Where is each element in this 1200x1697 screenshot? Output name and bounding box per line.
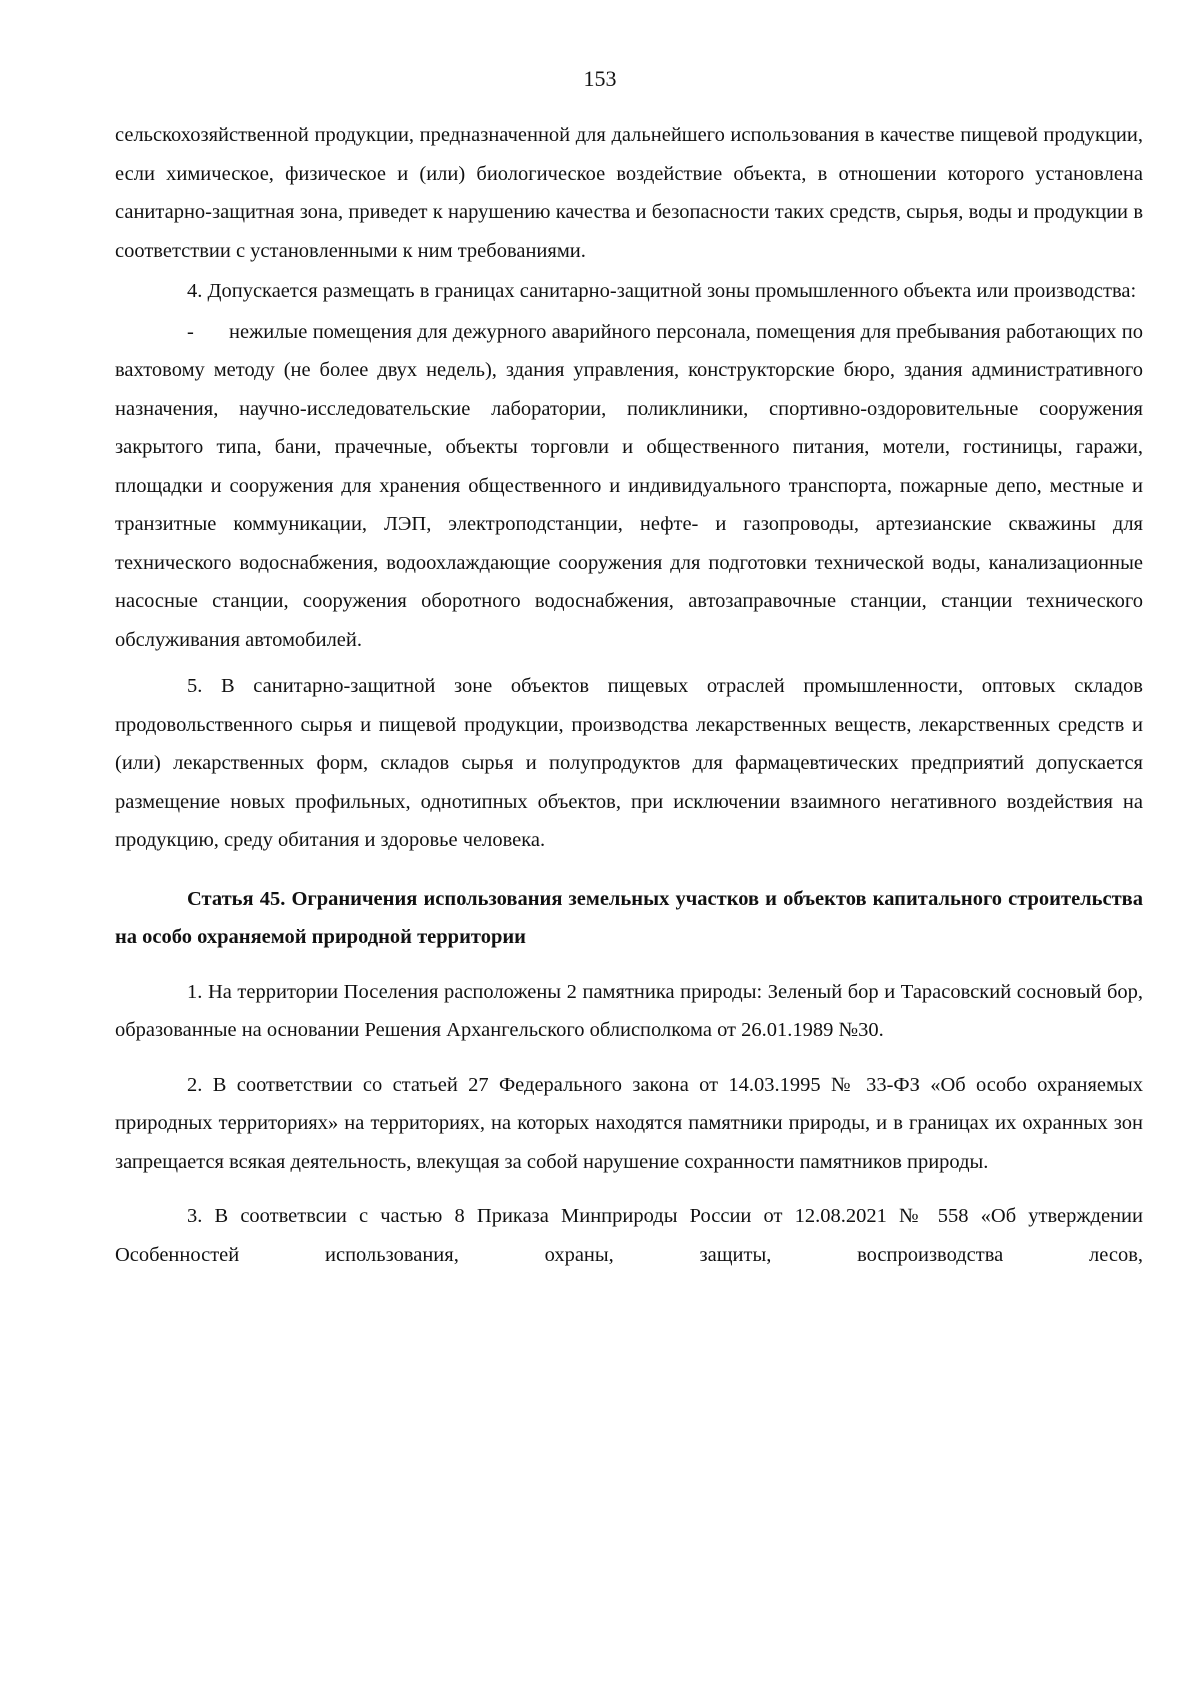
bullet-dash: - [187, 320, 194, 343]
article-item-3: 3. В соответвсии с частью 8 Приказа Минприроды России от 12.08.2021 № 558 «Об утверждении Особенностей использования, охраны, защиты, воспроизводства лесов, [115, 1205, 1143, 1266]
paragraph-continuation: сельскохозяйственной продукции, предназначенной для дальнейшего использования в качестве пищевой продукции, если химическое, физическое и (или) биологическое воздействие объекта, в отношении которого установлена санитарно-защитная зона, приведет к нарушению качества и безопасности таких средств, сырья, воды и продукции в соответствии с установленными к ним требованиями. [115, 124, 1143, 262]
bullet-list-item [115, 313, 1143, 660]
document-body [115, 116, 1143, 1274]
page-number: 153 [583, 66, 617, 91]
bullet-text: нежилые помещения для дежурного аварийного персонала, помещения для пребывания работающих по вахтовому методу (не более двух недель), здания управления, конструкторские бюро, здания административного назначения, научно-исследовательские лаборатории, поликлиники, спортивно-оздоровительные сооружения закрытого типа, бани, прачечные, объекты торговли и общественного питания, мотели, гостиницы, гаражи, площадки и сооружения для хранения общественного и индивидуального транспорта, пожарные депо, местные и транзитные коммуникации, ЛЭП, электроподстанции, нефте- и газопроводы, артезианские скважины для технического водоснабжения, водоохлаждающие сооружения для подготовки технической воды, канализационные насосные станции, сооружения оборотного водоснабжения, автозаправочные станции, станции технического обслуживания автомобилей. [115, 320, 1143, 651]
article-item-1: 1. На территории Поселения расположены 2 памятника природы: Зеленый бор и Тарасовский сосновый бор, образованные на основании Решения Архангельского облисполкома от 26.01.1989 №30. [115, 980, 1143, 1041]
article-item-2: 2. В соответствии со статьей 27 Федерального закона от 14.03.1995 № 33-ФЗ «Об особо охраняемых природных территориях» на территориях, на которых находятся памятники природы, и в границах их охранных зон запрещается всякая деятельность, влекущая за собой нарушение сохранности памятников природы. [115, 1073, 1143, 1173]
paragraph-item-5: 5. В санитарно-защитной зоне объектов пищевых отраслей промышленности, оптовых складов продовольственного сырья и пищевой продукции, производства лекарственных веществ, лекарственных средств и (или) лекарственных форм, складов сырья и полупродуктов для фармацевтических предприятий допускается размещение новых профильных, однотипных объектов, при исключении взаимного негативного воздействия на продукцию, среду обитания и здоровье человека. [115, 675, 1143, 851]
article-heading: Статья 45. Ограничения использования земельных участков и объектов капитального строительства на особо охраняемой природной территории [115, 887, 1143, 948]
paragraph-item-4: 4. Допускается размещать в границах санитарно-защитной зоны промышленного объекта или производства: [187, 280, 1137, 302]
